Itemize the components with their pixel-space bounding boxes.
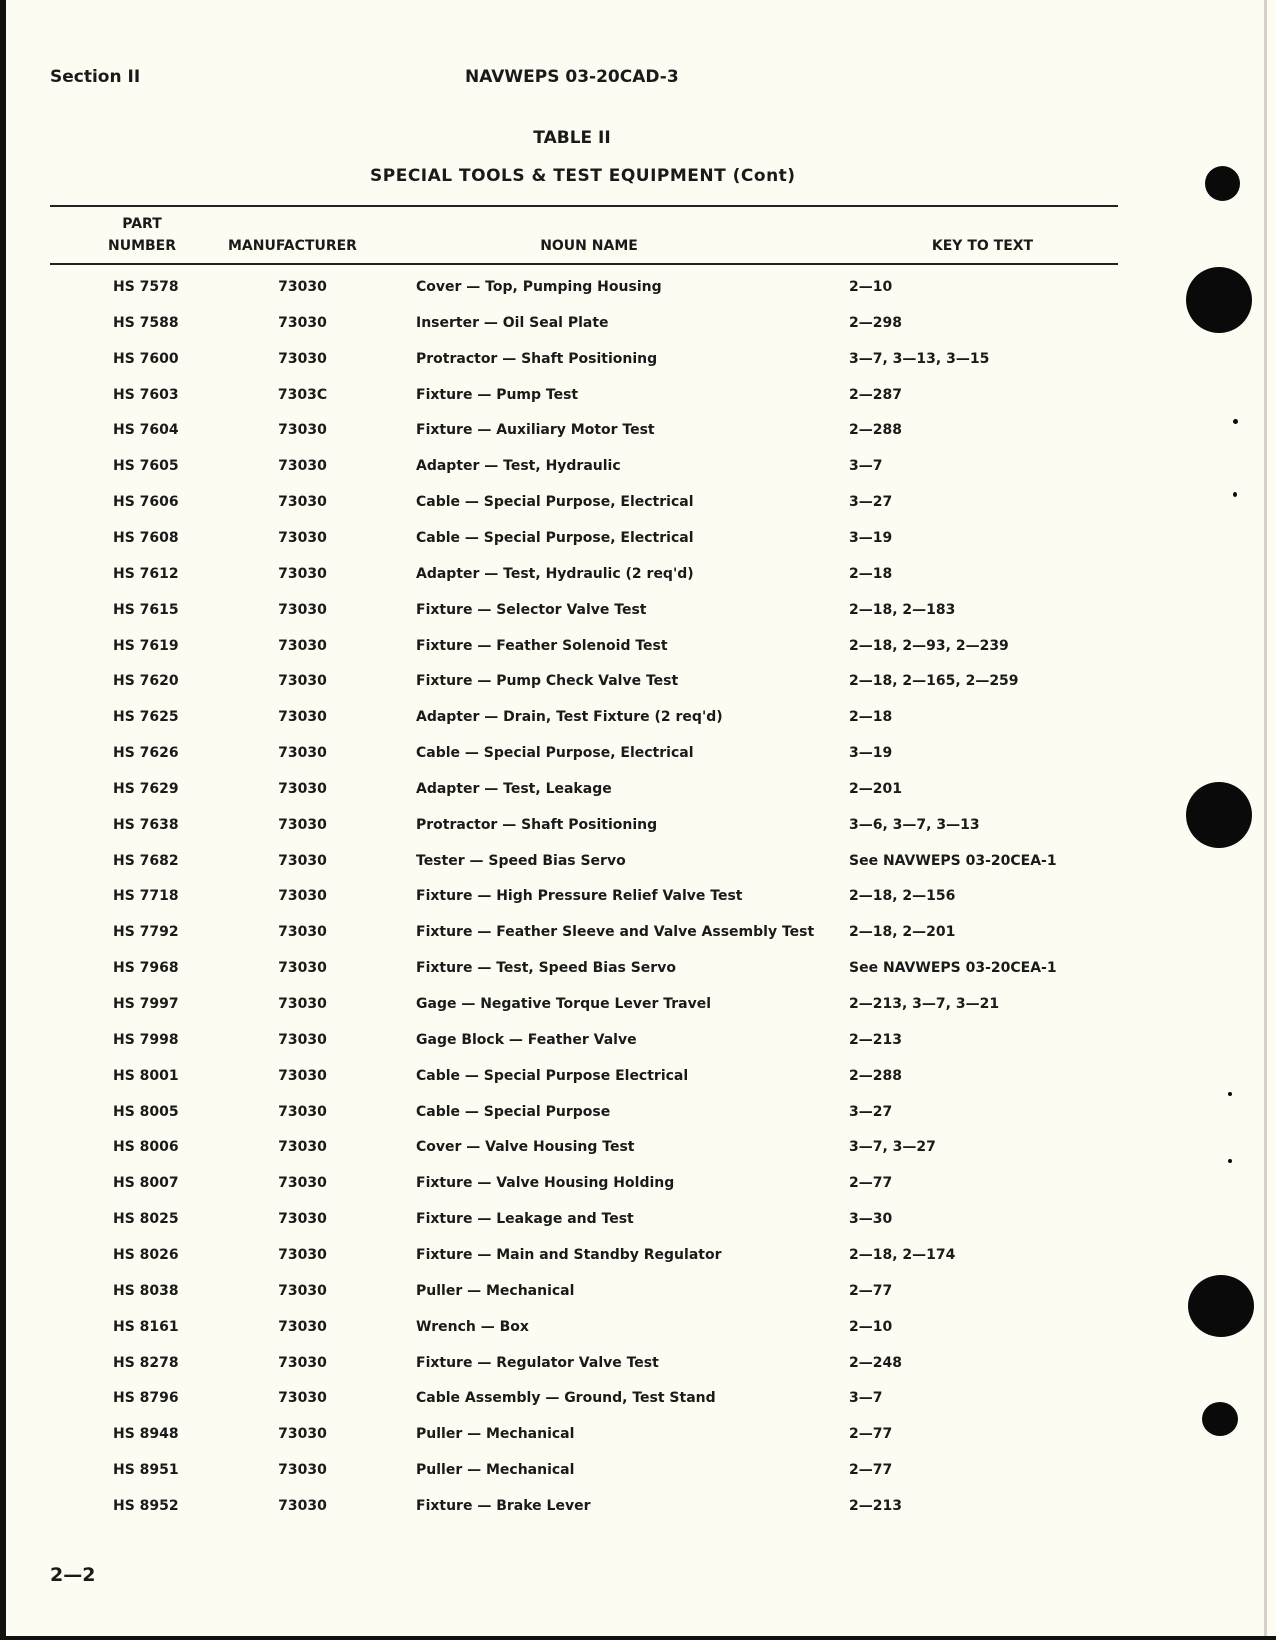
manufacturer-cell: 73030 — [278, 529, 327, 546]
manufacturer-cell: 73030 — [278, 1103, 327, 1120]
key-to-text-cell: 3—7 — [849, 1390, 883, 1407]
punch-hole-icon — [1205, 166, 1240, 201]
table-row — [0, 745, 1150, 765]
table-row — [0, 1068, 1150, 1088]
part-number-cell: HS 7603 — [113, 386, 179, 403]
manufacturer-cell: 73030 — [278, 888, 327, 905]
noun-name-cell: Gage Block — Feather Valve — [416, 1031, 637, 1048]
manufacturer-cell: 73030 — [278, 1067, 327, 1084]
table-row — [0, 1283, 1150, 1303]
table-row — [0, 1211, 1150, 1231]
noun-name-cell: Cover — Valve Housing Test — [416, 1139, 635, 1156]
noun-name-cell: Adapter — Test, Hydraulic (2 req'd) — [416, 565, 694, 582]
manufacturer-cell: 73030 — [278, 852, 327, 869]
punch-hole-icon — [1202, 1402, 1238, 1436]
noun-name-cell: Puller — Mechanical — [416, 1462, 575, 1479]
part-number-cell: HS 7600 — [113, 350, 179, 367]
noun-name-cell: Tester — Speed Bias Servo — [416, 852, 626, 869]
col-header-key-to-text: KEY TO TEXT — [931, 238, 1034, 254]
key-to-text-cell: 2—77 — [849, 1175, 893, 1192]
table-row — [0, 279, 1150, 299]
key-to-text-cell: 2—18 — [849, 709, 893, 726]
key-to-text-cell: 2—201 — [849, 780, 902, 797]
noun-name-cell: Fixture — Pump Check Valve Test — [416, 673, 679, 690]
noun-name-cell: Protractor — Shaft Positioning — [416, 816, 658, 833]
table-row — [0, 1462, 1150, 1482]
page-edge-line — [1264, 0, 1267, 1640]
manufacturer-cell: 73030 — [278, 673, 327, 690]
part-number-cell: HS 8026 — [113, 1246, 179, 1263]
manufacturer-cell: 73030 — [278, 1462, 327, 1479]
col-header-manufacturer: MANUFACTURER — [228, 238, 357, 254]
manufacturer-cell: 73030 — [278, 1031, 327, 1048]
noun-name-cell: Fixture — Main and Standby Regulator — [416, 1246, 722, 1263]
col-header-part-line1: PART — [122, 216, 162, 232]
noun-name-cell: Cable — Special Purpose Electrical — [416, 1067, 689, 1084]
key-to-text-cell: 2—77 — [849, 1426, 893, 1443]
manufacturer-cell: 73030 — [278, 996, 327, 1012]
noun-name-cell: Gage — Negative Torque Lever Travel — [416, 996, 712, 1012]
table-row — [0, 1032, 1150, 1052]
manufacturer-cell: 73030 — [278, 1390, 327, 1407]
table-row — [0, 673, 1150, 693]
part-number-cell: HS 7625 — [113, 709, 179, 726]
table-row — [0, 996, 1150, 1016]
noun-name-cell: Fixture — Selector Valve Test — [416, 601, 647, 618]
part-number-cell: HS 7605 — [113, 458, 179, 475]
key-to-text-cell: 3—7, 3—27 — [849, 1139, 936, 1156]
speck-mark-icon — [1228, 1159, 1232, 1163]
table-row — [0, 960, 1150, 980]
key-to-text-cell: 2—18, 2—93, 2—239 — [849, 637, 1009, 654]
table-row — [0, 1390, 1150, 1410]
noun-name-cell: Fixture — High Pressure Relief Valve Test — [416, 888, 743, 905]
part-number-cell: HS 7615 — [113, 601, 179, 618]
key-to-text-cell: See NAVWEPS 03-20CEA-1 — [849, 852, 1057, 869]
noun-name-cell: Cable — Special Purpose — [416, 1103, 611, 1120]
manufacturer-cell: 73030 — [278, 1139, 327, 1156]
key-to-text-cell: 2—18, 2—183 — [849, 601, 956, 618]
speck-mark-icon — [1228, 1092, 1232, 1096]
key-to-text-cell: 3—27 — [849, 1103, 893, 1120]
table-row — [0, 709, 1150, 729]
col-header-part-number: NUMBER — [107, 238, 177, 254]
noun-name-cell: Puller — Mechanical — [416, 1282, 575, 1299]
noun-name-cell: Cable — Special Purpose, Electrical — [416, 745, 694, 762]
manufacturer-cell: 73030 — [278, 1282, 327, 1299]
table-row — [0, 924, 1150, 944]
manufacturer-cell: 73030 — [278, 1246, 327, 1263]
table-row — [0, 458, 1150, 478]
part-number-cell: HS 7682 — [113, 852, 179, 869]
punch-hole-icon — [1186, 267, 1252, 333]
manufacturer-cell: 73030 — [278, 422, 327, 439]
manufacturer-cell: 73030 — [278, 494, 327, 511]
part-number-cell: HS 8025 — [113, 1211, 179, 1228]
key-to-text-cell: 2—213 — [849, 1031, 902, 1048]
punch-hole-icon — [1188, 1275, 1254, 1337]
key-to-text-cell: See NAVWEPS 03-20CEA-1 — [849, 960, 1057, 977]
table-row — [0, 602, 1150, 622]
key-to-text-cell: 2—298 — [849, 314, 902, 331]
table-row — [0, 781, 1150, 801]
key-to-text-cell: 2—18, 2—165, 2—259 — [849, 673, 1019, 690]
part-number-cell: HS 8038 — [113, 1282, 179, 1299]
key-to-text-cell: 2—18, 2—174 — [849, 1246, 956, 1263]
table-row — [0, 494, 1150, 514]
key-to-text-cell: 2—18, 2—156 — [849, 888, 956, 905]
table-row — [0, 1175, 1150, 1195]
key-to-text-cell: 3—7, 3—13, 3—15 — [849, 350, 990, 367]
manufacturer-cell: 73030 — [278, 745, 327, 762]
speck-mark-icon — [1233, 419, 1238, 424]
noun-name-cell: Fixture — Pump Test — [416, 386, 579, 403]
noun-name-cell: Cable Assembly — Ground, Test Stand — [416, 1390, 716, 1407]
speck-mark-icon — [1233, 492, 1237, 497]
noun-name-cell: Inserter — Oil Seal Plate — [416, 314, 609, 331]
part-number-cell: HS 8006 — [113, 1139, 179, 1156]
key-to-text-cell: 2—10 — [849, 279, 893, 295]
noun-name-cell: Adapter — Test, Leakage — [416, 780, 612, 797]
key-to-text-cell: 2—77 — [849, 1462, 893, 1479]
table-row — [0, 566, 1150, 586]
manufacturer-cell: 73030 — [278, 1354, 327, 1371]
noun-name-cell: Fixture — Valve Housing Holding — [416, 1175, 675, 1192]
part-number-cell: HS 7604 — [113, 422, 179, 439]
table-row — [0, 853, 1150, 873]
document-number: NAVWEPS 03-20CAD-3 — [465, 67, 679, 87]
part-number-cell: HS 7608 — [113, 529, 179, 546]
manufacturer-cell: 73030 — [278, 816, 327, 833]
manufacturer-cell: 73030 — [278, 565, 327, 582]
noun-name-cell: Fixture — Test, Speed Bias Servo — [416, 960, 676, 977]
part-number-cell: HS 8278 — [113, 1354, 179, 1371]
table-row — [0, 1426, 1150, 1446]
section-label: Section II — [50, 67, 141, 87]
table-top-rule — [50, 205, 1118, 207]
part-number-cell: HS 7968 — [113, 960, 179, 977]
part-number-cell: HS 7588 — [113, 314, 179, 331]
noun-name-cell: Wrench — Box — [416, 1318, 529, 1335]
part-number-cell: HS 7638 — [113, 816, 179, 833]
part-number-cell: HS 8005 — [113, 1103, 179, 1120]
noun-name-cell: Fixture — Brake Lever — [416, 1497, 591, 1514]
table-title: TABLE II — [533, 128, 611, 148]
table-row — [0, 1104, 1150, 1124]
table-subtitle: SPECIAL TOOLS & TEST EQUIPMENT (Cont) — [370, 166, 796, 186]
part-number-cell: HS 7620 — [113, 673, 179, 690]
noun-name-cell: Cover — Top, Pumping Housing — [416, 279, 662, 295]
noun-name-cell: Adapter — Drain, Test Fixture (2 req'd) — [416, 709, 723, 726]
manufacturer-cell: 73030 — [278, 637, 327, 654]
manufacturer-cell: 73030 — [278, 1318, 327, 1335]
manufacturer-cell: 73030 — [278, 314, 327, 331]
table-row — [0, 1319, 1150, 1339]
table-row — [0, 387, 1150, 407]
manufacturer-cell: 73030 — [278, 1497, 327, 1514]
noun-name-cell: Protractor — Shaft Positioning — [416, 350, 658, 367]
part-number-cell: HS 7619 — [113, 637, 179, 654]
table-row — [0, 351, 1150, 371]
noun-name-cell: Fixture — Feather Solenoid Test — [416, 637, 668, 654]
part-number-cell: HS 7997 — [113, 996, 179, 1012]
part-number-cell: HS 7792 — [113, 924, 179, 941]
table-row — [0, 530, 1150, 550]
key-to-text-cell: 2—248 — [849, 1354, 902, 1371]
part-number-cell: HS 8001 — [113, 1067, 179, 1084]
manufacturer-cell: 73030 — [278, 1426, 327, 1443]
key-to-text-cell: 3—19 — [849, 745, 893, 762]
part-number-cell: HS 7626 — [113, 745, 179, 762]
part-number-cell: HS 8007 — [113, 1175, 179, 1192]
noun-name-cell: Cable — Special Purpose, Electrical — [416, 529, 694, 546]
key-to-text-cell: 2—10 — [849, 1318, 893, 1335]
col-header-noun-name: NOUN NAME — [540, 238, 638, 254]
part-number-cell: HS 8796 — [113, 1390, 179, 1407]
noun-name-cell: Cable — Special Purpose, Electrical — [416, 494, 694, 511]
manufacturer-cell: 73030 — [278, 601, 327, 618]
table-row — [0, 1498, 1150, 1518]
scan-bottom-border — [0, 1636, 1276, 1640]
table-row — [0, 315, 1150, 335]
key-to-text-cell: 3—30 — [849, 1211, 893, 1228]
part-number-cell: HS 8952 — [113, 1497, 179, 1514]
manufacturer-cell: 73030 — [278, 1175, 327, 1192]
key-to-text-cell: 2—287 — [849, 386, 902, 403]
key-to-text-cell: 3—27 — [849, 494, 893, 511]
noun-name-cell: Adapter — Test, Hydraulic — [416, 458, 621, 475]
manufacturer-cell: 73030 — [278, 924, 327, 941]
manufacturer-cell: 73030 — [278, 709, 327, 726]
key-to-text-cell: 2—18 — [849, 565, 893, 582]
manufacturer-cell: 7303C — [277, 386, 328, 403]
part-number-cell: HS 7629 — [113, 780, 179, 797]
table-header-rule — [50, 263, 1118, 265]
manufacturer-cell: 73030 — [278, 458, 327, 475]
noun-name-cell: Fixture — Leakage and Test — [416, 1211, 634, 1228]
key-to-text-cell: 2—18, 2—201 — [849, 924, 956, 941]
key-to-text-cell: 2—213 — [849, 1497, 902, 1514]
key-to-text-cell: 2—288 — [849, 1067, 902, 1084]
part-number-cell: HS 7612 — [113, 565, 179, 582]
noun-name-cell: Fixture — Auxiliary Motor Test — [416, 422, 655, 439]
table-row — [0, 1247, 1150, 1267]
key-to-text-cell: 2—77 — [849, 1282, 893, 1299]
noun-name-cell: Fixture — Regulator Valve Test — [416, 1354, 659, 1371]
manufacturer-cell: 73030 — [278, 960, 327, 977]
manufacturer-cell: 73030 — [278, 279, 327, 295]
table-row — [0, 1139, 1150, 1159]
key-to-text-cell: 3—19 — [849, 529, 893, 546]
part-number-cell: HS 7606 — [113, 494, 179, 511]
key-to-text-cell: 3—6, 3—7, 3—13 — [849, 816, 980, 833]
key-to-text-cell: 2—288 — [849, 422, 902, 439]
manufacturer-cell: 73030 — [278, 780, 327, 797]
page-number: 2—2 — [50, 1564, 96, 1586]
table-row — [0, 1355, 1150, 1375]
part-number-cell: HS 7578 — [113, 279, 179, 295]
key-to-text-cell: 3—7 — [849, 458, 883, 475]
manufacturer-cell: 73030 — [278, 1211, 327, 1228]
table-row — [0, 888, 1150, 908]
table-row — [0, 422, 1150, 442]
table-row — [0, 817, 1150, 837]
table-row — [0, 638, 1150, 658]
part-number-cell: HS 8948 — [113, 1426, 179, 1443]
manufacturer-cell: 73030 — [278, 350, 327, 367]
part-number-cell: HS 7998 — [113, 1031, 179, 1048]
part-number-cell: HS 8951 — [113, 1462, 179, 1479]
punch-hole-icon — [1186, 782, 1252, 848]
noun-name-cell: Fixture — Feather Sleeve and Valve Assembly Test — [416, 924, 815, 941]
key-to-text-cell: 2—213, 3—7, 3—21 — [849, 996, 1000, 1012]
noun-name-cell: Puller — Mechanical — [416, 1426, 575, 1443]
part-number-cell: HS 7718 — [113, 888, 179, 905]
part-number-cell: HS 8161 — [113, 1318, 179, 1335]
